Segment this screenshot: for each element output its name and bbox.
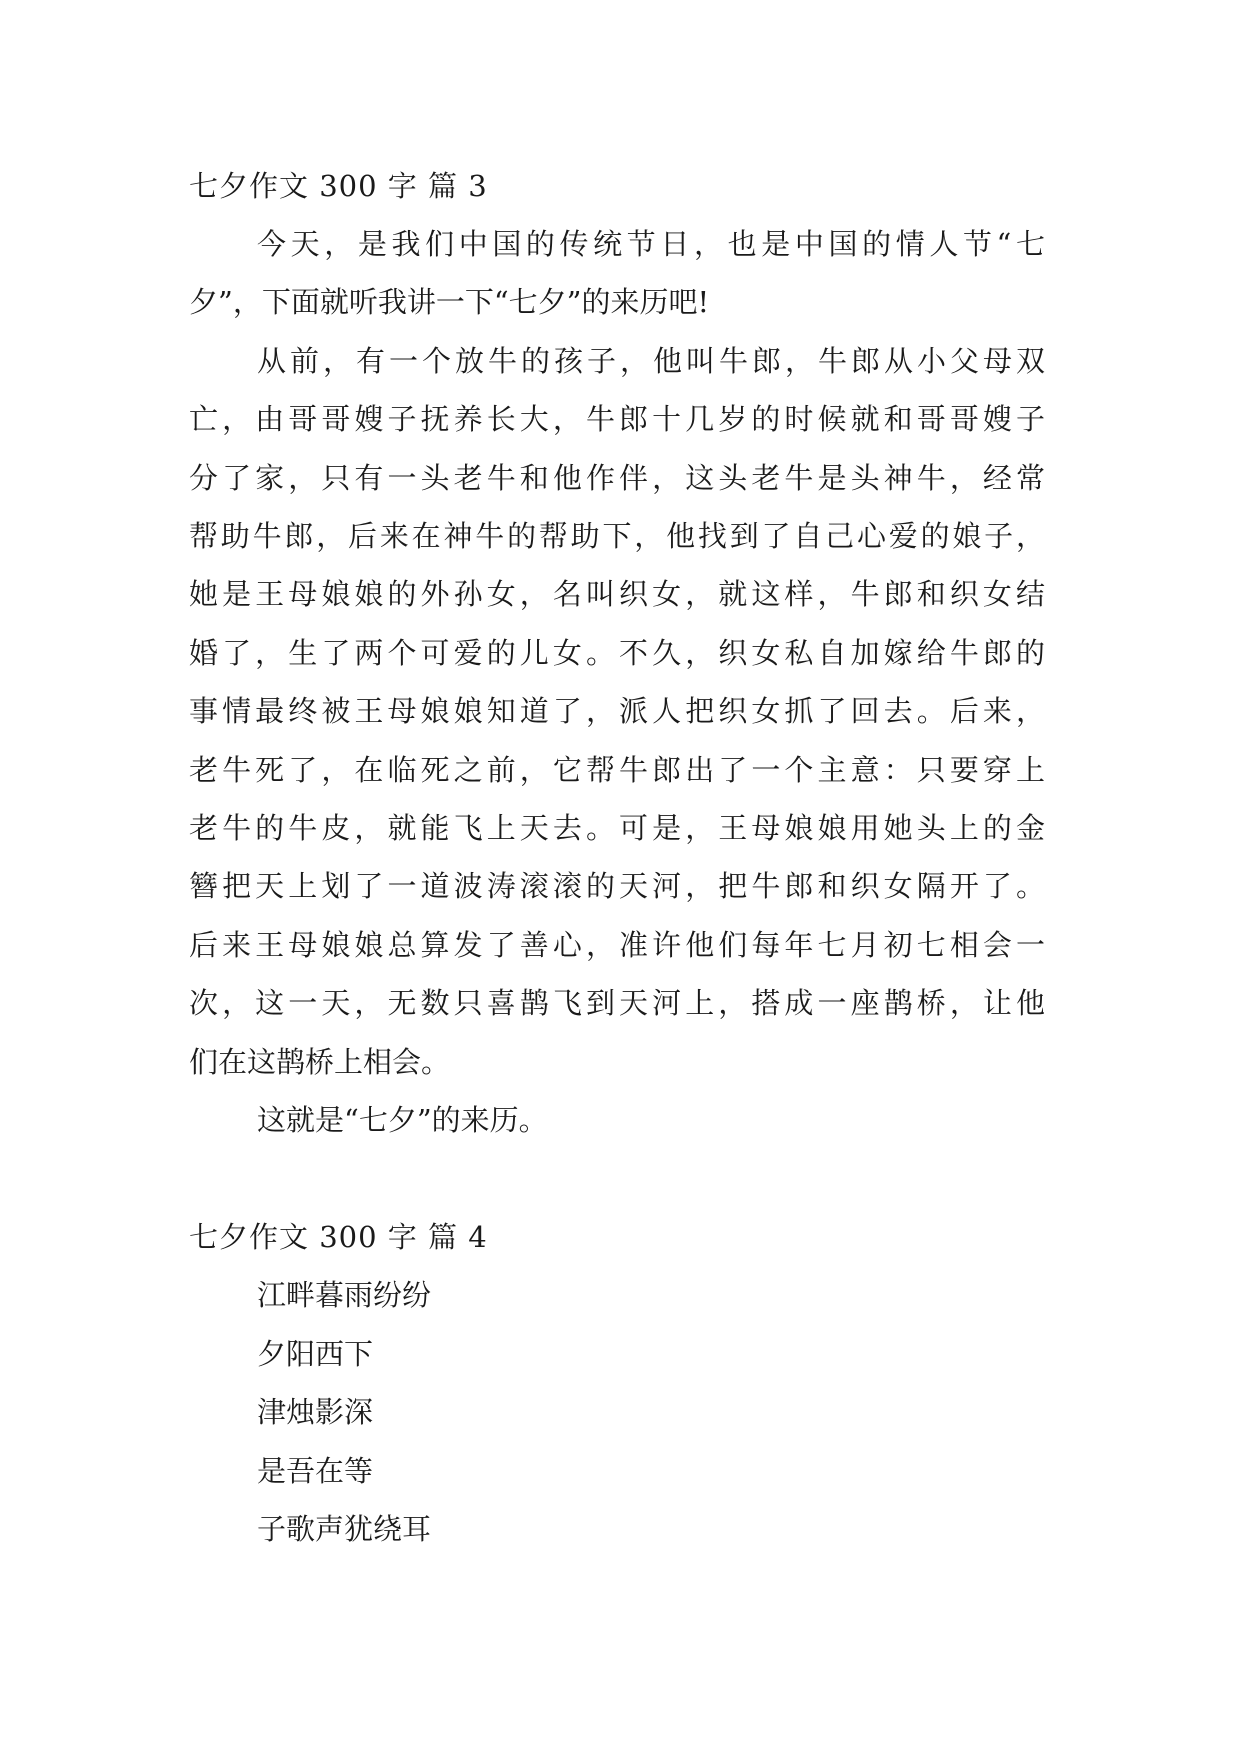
story-line-5: 她是王母娘娘的外孙女，名叫织女，就这样，牛郎和织女结 — [189, 577, 1045, 611]
story-line-12: 次，这一天，无数只喜鹊飞到天河上，搭成一座鹊桥，让他 — [189, 986, 1045, 1020]
story-line-8: 老牛死了，在临死之前，它帮牛郎出了一个主意：只要穿上 — [189, 753, 1045, 787]
intro-line-2: 夕”，下面就听我讲一下“七夕”的来历吧! — [189, 285, 710, 319]
poem-line-2: 夕阳西下 — [257, 1337, 374, 1371]
intro-line-1: 今天，是我们中国的传统节日，也是中国的情人节“七 — [257, 227, 1045, 261]
story-line-9: 老牛的牛皮，就能飞上天去。可是，王母娘娘用她头上的金 — [189, 811, 1045, 845]
poem-line-4: 是吾在等 — [257, 1454, 374, 1488]
story-line-13: 们在这鹊桥上相会。 — [189, 1045, 451, 1079]
section-4-heading: 七夕作文 300 字 篇 4 — [189, 1220, 488, 1254]
story-line-6: 婚了，生了两个可爱的儿女。不久，织女私自加嫁给牛郎的 — [189, 636, 1045, 670]
section-3-heading: 七夕作文 300 字 篇 3 — [189, 169, 488, 203]
story-line-10: 簪把天上划了一道波涛滚滚的天河，把牛郎和织女隔开了。 — [189, 869, 1045, 903]
story-line-3: 分了家，只有一头老牛和他作伴，这头老牛是头神牛，经常 — [189, 461, 1045, 495]
story-line-1: 从前，有一个放牛的孩子，他叫牛郎，牛郎从小父母双 — [257, 344, 1045, 378]
story-line-4: 帮助牛郎，后来在神牛的帮助下，他找到了自己心爱的娘子， — [189, 519, 1045, 553]
story-line-2: 亡，由哥哥嫂子抚养长大，牛郎十几岁的时候就和哥哥嫂子 — [189, 402, 1045, 436]
poem-line-5: 子歌声犹绕耳 — [257, 1512, 432, 1546]
poem-line-3: 津烛影深 — [257, 1395, 374, 1429]
story-line-11: 后来王母娘娘总算发了善心，准许他们每年七月初七相会一 — [189, 928, 1045, 962]
story-line-7: 事情最终被王母娘娘知道了，派人把织女抓了回去。后来， — [189, 694, 1045, 728]
conclusion-line: 这就是“七夕”的来历。 — [257, 1103, 548, 1137]
poem-line-1: 江畔暮雨纷纷 — [257, 1278, 432, 1312]
